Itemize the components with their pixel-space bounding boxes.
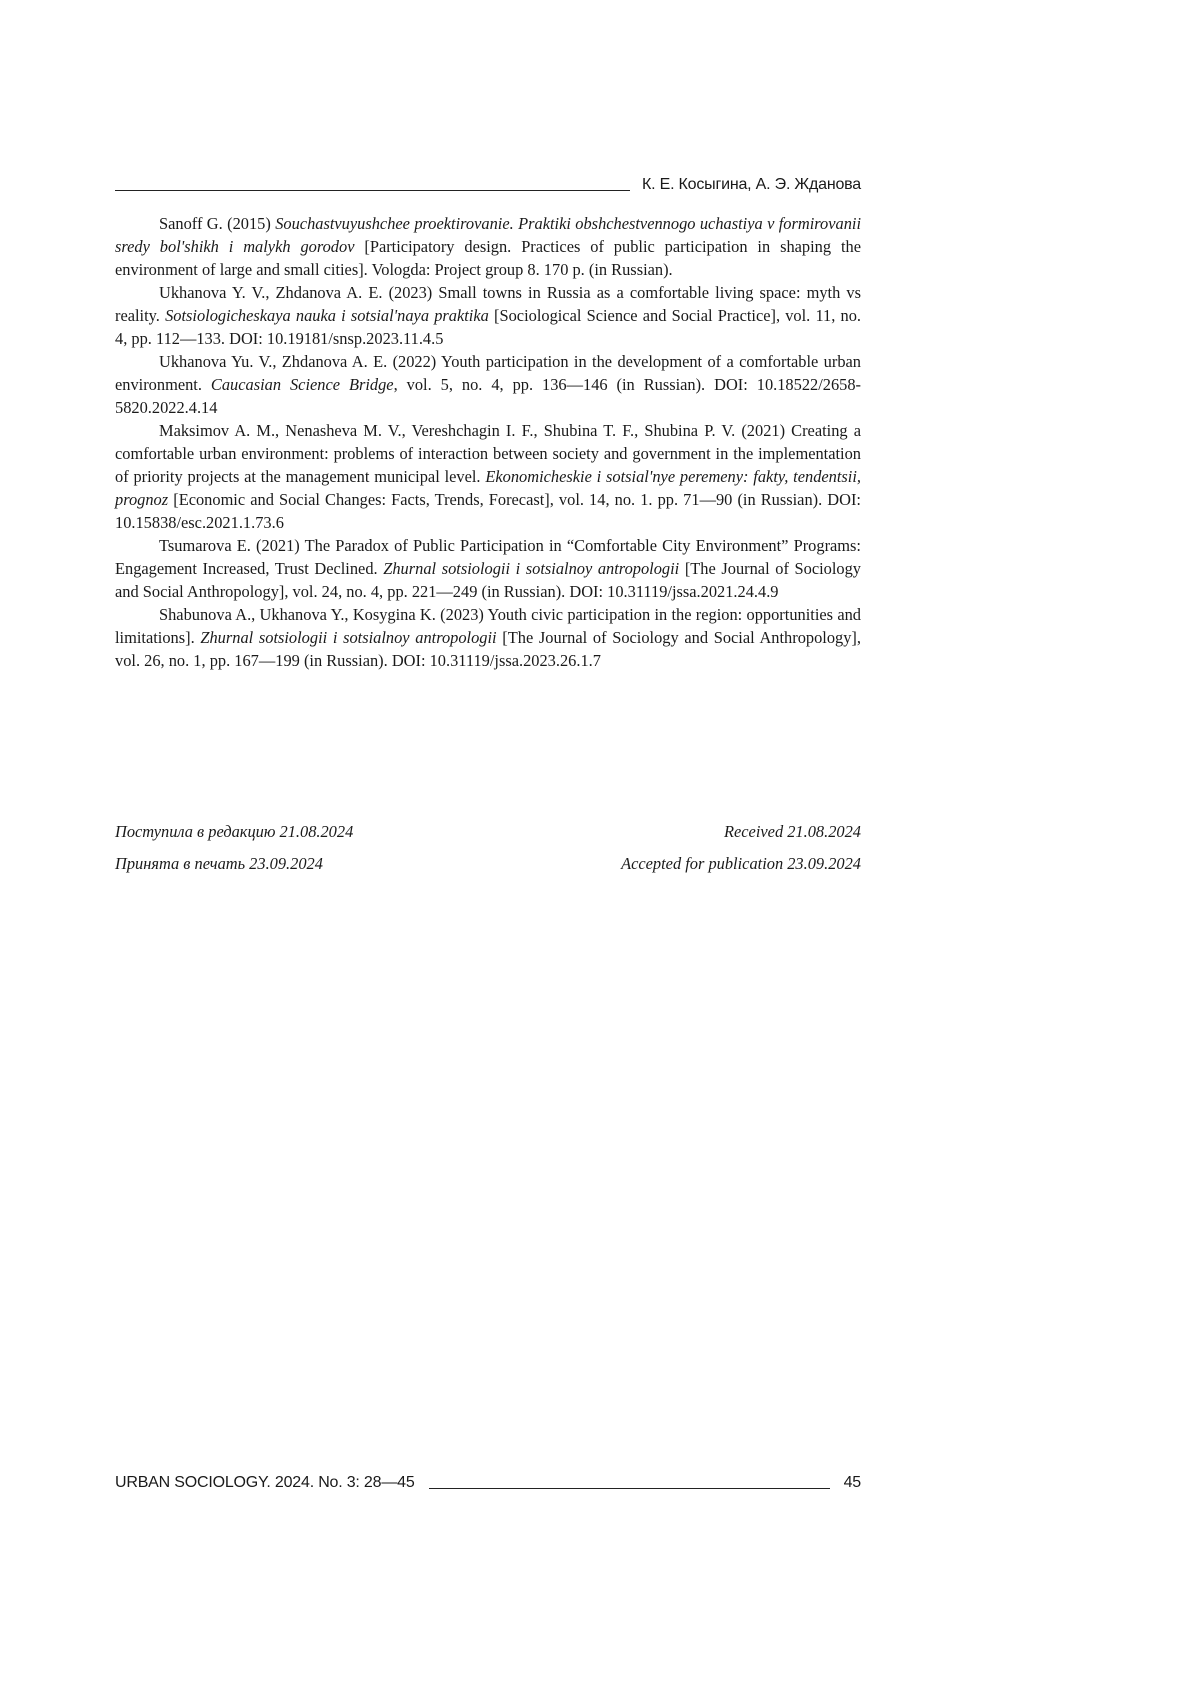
footer-rule (429, 1488, 830, 1489)
reference-item: Maksimov A. M., Nenasheva M. V., Vereshchagin I. F., Shubina T. F., Shubina P. V. (2021) Creating a comfortable urban environment: problems of interaction between society and government in the implementation of priority projects at the management municipal level. Ekonomicheskie i sotsial'nye peremeny: fakty, tendentsii, prognoz [Economic and Social Changes: Facts, Trends, Forecast], vol. 14, no. 1. pp. 71—90 (in Russian). DOI: 10.15838/esc.2021.1.73.6 (115, 421, 861, 532)
reference-item: Sanoff G. (2015) Souchastvuyushchee proektirovanie. Praktiki obshchestvennogo uchastiya v formirovanii sredy bol'shikh i malykh gorodov [Participatory design. Practices of public participation in shaping the environment of large and small cities]. Vologda: Project group 8. 170 p. (in Russian). (115, 214, 861, 279)
running-header (115, 172, 861, 194)
reference-item: Ukhanova Y. V., Zhdanova A. E. (2023) Small towns in Russia as a comfortable living space: myth vs reality. Sotsiologicheskaya nauka i sotsial'naya praktika [Sociological Science and Social Practice], vol. 11, no. 4, pp. 112—133. DOI: 10.19181/snsp.2023.11.4.5 (115, 283, 862, 348)
reference-source: Sotsiologicheskaya nauka i sotsial'naya praktika (165, 306, 489, 325)
reference-source: Ekonomicheskie i sotsial'nye peremeny: fakty, tendentsii, prognoz (115, 467, 861, 509)
received-date-ru: Поступила в редакцию 21.08.2024 (115, 822, 354, 841)
running-footer (115, 1470, 861, 1492)
page-number: 45 (843, 1474, 861, 1491)
reference-list (115, 212, 861, 672)
date-row-received (115, 822, 861, 854)
reference-source: Zhurnal sotsiologii i sotsialnoy antropologii (200, 628, 497, 647)
reference-source: Caucasian Science Bridge (210, 375, 394, 394)
reference-source: Souchastvuyushchee proektirovanie. Praktiki obshchestvennogo uchastiya v formirovanii sredy bol'shikh i malykh gorodov (115, 214, 861, 256)
reference-source: Zhurnal sotsiologii i sotsialnoy antropologii (383, 559, 680, 578)
accepted-date-en: Accepted for publication 23.09.2024 (621, 854, 861, 873)
reference-item: Ukhanova Yu. V., Zhdanova A. E. (2022) Youth participation in the development of a comfortable urban environment. Caucasian Science Bridge, vol. 5, no. 4, pp. 136—146 (in Russian). DOI: 10.18522/2658-5820.2022.4.14 (115, 352, 862, 417)
reference-item: Shabunova A., Ukhanova Y., Kosygina K. (2023) Youth civic participation in the region: opportunities and limitations]. Zhurnal sotsiologii i sotsialnoy antropologii [The Journal of Sociology and Social Anthropology], vol. 26, no. 1, pp. 167—199 (in Russian). DOI: 10.31119/jssa.2023.26.1.7 (115, 605, 861, 670)
accepted-date-ru: Принята в печать 23.09.2024 (115, 854, 323, 873)
footer-journal: URBAN SOCIOLOGY. 2024. No. 3: 28—45 (115, 1474, 415, 1491)
submission-dates (115, 822, 861, 886)
header-rule (115, 190, 630, 191)
received-date-en: Received 21.08.2024 (724, 822, 861, 841)
date-row-accepted (115, 854, 861, 886)
reference-item: Tsumarova E. (2021) The Paradox of Public Participation in “Comfortable City Environment” Programs: Engagement Increased, Trust Declined. Zhurnal sotsiologii i sotsialnoy antropologii [The Journal of Sociology and Social Anthropology], vol. 24, no. 4, pp. 221—249 (in Russian). DOI: 10.31119/jssa.2021.24.4.9 (115, 536, 861, 601)
header-authors: К. Е. Косыгина, А. Э. Жданова (641, 176, 861, 193)
